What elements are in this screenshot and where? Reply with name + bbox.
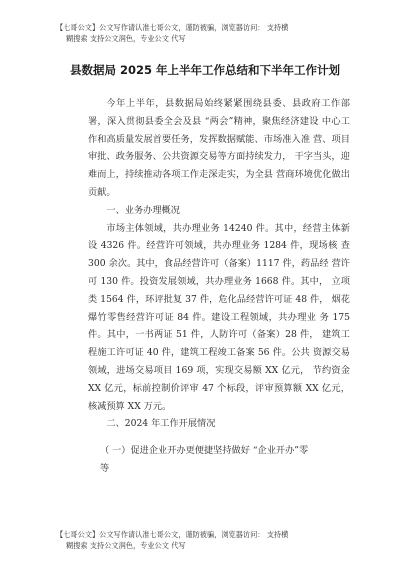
document-title: 县数据局 2025 年上半年工作总结和下半年工作计划: [69, 63, 340, 77]
intro-paragraph: 今年上半年，县数据局始终紧紧围绕县委、县政府工作部署，深入贯彻县委全会及县 “两会”精神，聚焦经济建设 中心工作和高质量发展首要任务，发挥数据赋能、市场准入准 营、项目审批、政务服务、公共资源交易等方面持续发力， 干字当头，迎难而上，持续推动各项工作走深走实，为全县 营商环境优化做出贡献。: [88, 98, 350, 198]
footer-banner: [56, 529, 356, 551]
business-overview-paragraph: 市场主体领域，共办理业务 14240 件。其中，经营主体新设 4326 件。经营许可领域，共办理业务 1284 件，现场核 查 300 余次。其中，食品经营许可（备案）1117 件，药品经 营许可 130 件。投资发展领域，共办理业务 1668 件。其中， 立项类 1564 件，环评批复 37 件，危化品经营许可证 48 件， 烟花爆竹零售经营许可证 84 件。建设工程领域，共办理业 务 175 件。其中，一书两证 51 件，人防许可（备案）28 件， 建筑工程施工许可证 40 件，建筑工程竣工备案 56 件。公共 资源交易领域，进场交易项目 169 项，实现交易额 XX 亿元， 节约资金 XX 亿元，标前控制价评审 47 个标段，评审预算额 XX 亿元，核减预算 XX 万元。: [88, 222, 350, 412]
document-body: [88, 95, 350, 433]
subsection-heading-line-2: 等: [100, 462, 110, 474]
header-banner-line-2: 糊搜索 支持公文润色，专业公文 代写: [66, 34, 186, 43]
footer-banner-line-1: 【七哥公文】公文写作请认准七哥公文，谨防被骗，浏览器访问： 支持横: [56, 530, 289, 539]
subsection-heading: [88, 442, 350, 478]
subsection-heading-line-1: （ 一）促进企业开办更便捷坚持做好 “企业开办”零: [100, 445, 309, 456]
header-banner-line-1: 【七哥公文】公文写作请认准七哥公文，谨防被骗，浏览器访问： 支持横: [56, 23, 289, 32]
section-heading-1: 一、业务办理概况: [106, 204, 180, 216]
footer-banner-line-2: 糊搜索 支持公文润色，专业公文 代写: [66, 541, 186, 550]
header-banner: [56, 22, 356, 44]
section-heading-2: 二、2024 年工作开展情况: [106, 418, 216, 430]
